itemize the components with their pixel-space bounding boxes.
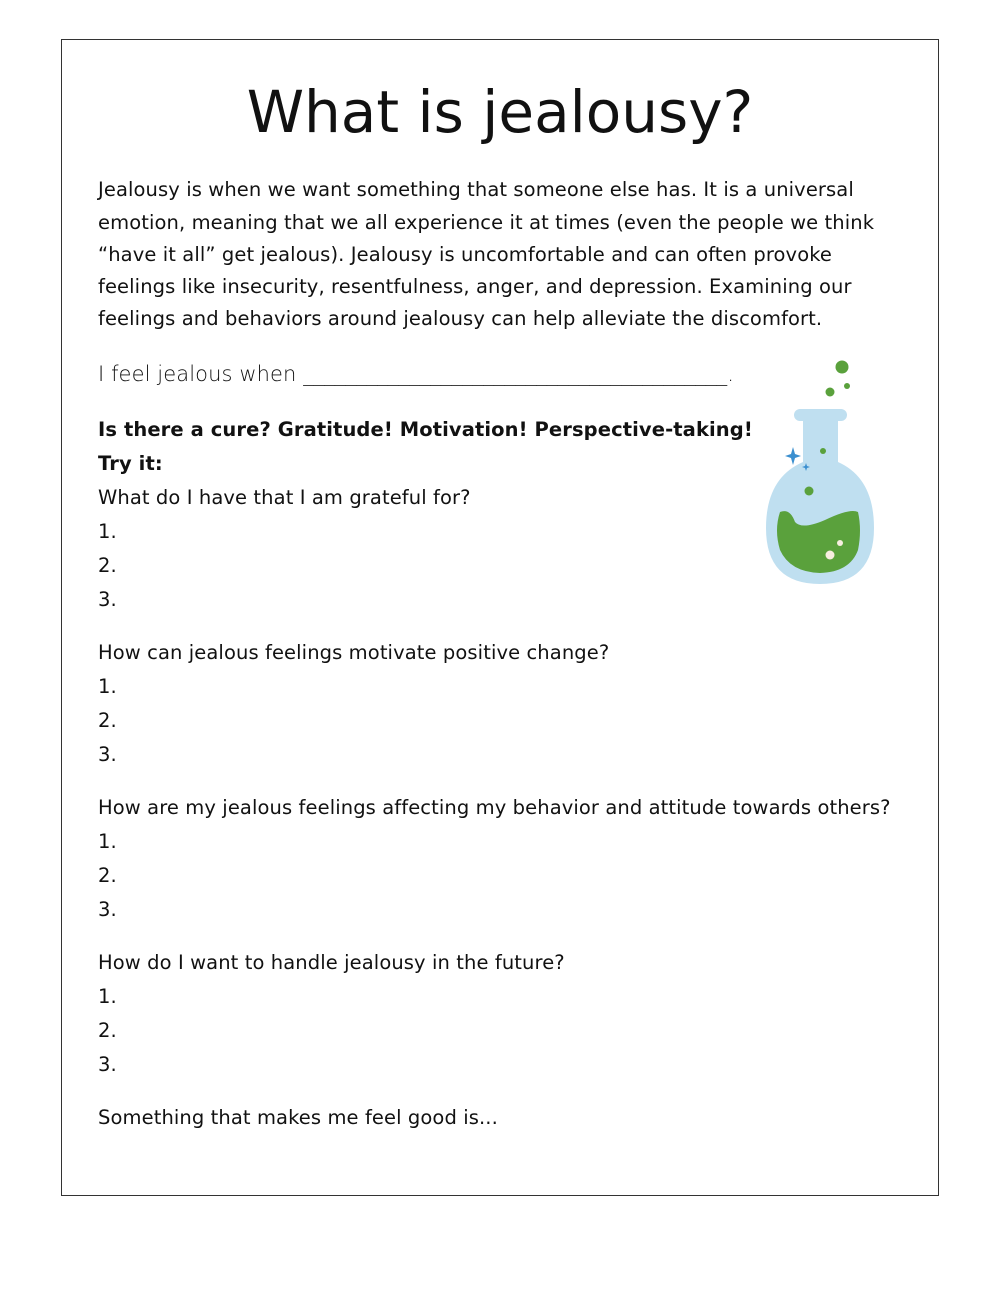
flask-icon: [750, 350, 890, 590]
answer-number: 1.: [98, 520, 117, 543]
question: How can jealous feelings motivate positive change?: [98, 641, 610, 664]
closing-prompt: Something that makes me feel good is...: [98, 1106, 498, 1129]
answer-number: 1.: [98, 830, 117, 853]
answer-number: 1.: [98, 675, 117, 698]
intro-line: emotion, meaning that we all experience it at times (even the people we think: [98, 211, 875, 234]
intro-line: Jealousy is when we want something that someone else has. It is a universal: [98, 178, 854, 201]
question: How do I want to handle jealousy in the future?: [98, 951, 565, 974]
intro-line: feelings and behaviors around jealousy can help alleviate the discomfort.: [98, 307, 823, 330]
answer-number: 2.: [98, 864, 117, 887]
intro-line: “have it all” get jealous). Jealousy is uncomfortable and can often provoke: [98, 243, 833, 266]
try-it-label: Try it:: [98, 452, 163, 475]
question: How are my jealous feelings affecting my behavior and attitude towards others?: [98, 796, 891, 819]
answer-number: 3.: [98, 743, 117, 766]
question: What do I have that I am grateful for?: [98, 486, 471, 509]
answer-number: 2.: [98, 1019, 117, 1042]
answer-number: 1.: [98, 985, 117, 1008]
answer-number: 2.: [98, 709, 117, 732]
answer-number: 3.: [98, 588, 117, 611]
cure-heading: Is there a cure? Gratitude! Motivation! Perspective-taking!: [98, 418, 753, 441]
answer-number: 2.: [98, 554, 117, 577]
intro-line: feelings like insecurity, resentfulness, anger, and depression. Examining our: [98, 275, 852, 298]
page-title: What is jealousy?: [246, 78, 754, 146]
answer-number: 3.: [98, 898, 117, 921]
answer-number: 3.: [98, 1053, 117, 1076]
jealous-prompt: I feel jealous when ________________________________________.: [98, 362, 735, 386]
